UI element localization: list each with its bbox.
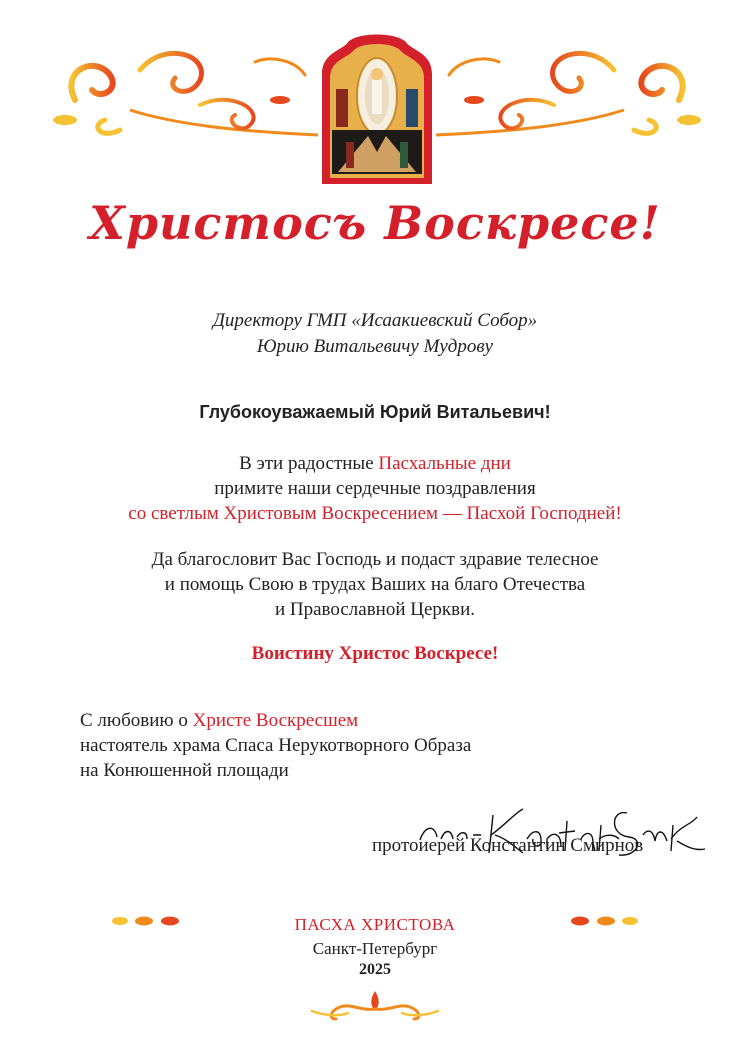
highlight-text: Христе Воскресшем	[192, 710, 359, 731]
highlight-line: со светлым Христовым Воскресением — Пасхой Господней!	[128, 503, 622, 524]
paragraph-line: Да благословит Вас Господь и подаст здравие телесное	[151, 549, 599, 570]
paragraph-line: примите наши сердечные поздравления	[214, 478, 536, 499]
signer-name: протоиерей Константин Смирнов	[372, 835, 644, 856]
signoff-line: настоятель храма Спаса Нерукотворного Образа	[80, 735, 472, 756]
signoff-line	[80, 708, 600, 733]
text-fragment: С любовию о	[80, 710, 193, 731]
signoff-line: на Конюшенной площади	[80, 760, 289, 781]
footer-city: Санкт-Петербург	[312, 939, 438, 958]
paragraph-line: и Православной Церкви.	[274, 599, 476, 620]
footer-title: ПАСХА ХРИСТОВА	[294, 915, 456, 934]
paragraph-line	[0, 451, 750, 476]
signoff-block	[80, 708, 600, 783]
recipient-title: Директору ГМП «Исаакиевский Собор»	[212, 310, 538, 331]
text-fragment: В эти радостные	[239, 453, 379, 474]
paragraph-congratulation	[0, 451, 750, 526]
recipient-name: Юрию Витальевичу Мудрову	[256, 336, 494, 357]
paragraph-blessing	[0, 547, 750, 622]
footer-year: 2025	[359, 961, 391, 978]
bottom-scroll-ornament	[300, 985, 450, 1025]
headline: Христосъ Воскресе!	[89, 196, 661, 250]
resurrection-icon	[318, 34, 436, 186]
salutation: Глубокоуважаемый Юрий Витальевич!	[199, 402, 551, 422]
paragraph-line: и помощь Свою в трудах Ваших на благо Отечества	[164, 574, 586, 595]
highlight-text: Пасхальные дни	[378, 453, 511, 474]
recipient-block	[0, 308, 750, 360]
paschal-reply: Воистину Христос Воскресе!	[251, 643, 499, 664]
